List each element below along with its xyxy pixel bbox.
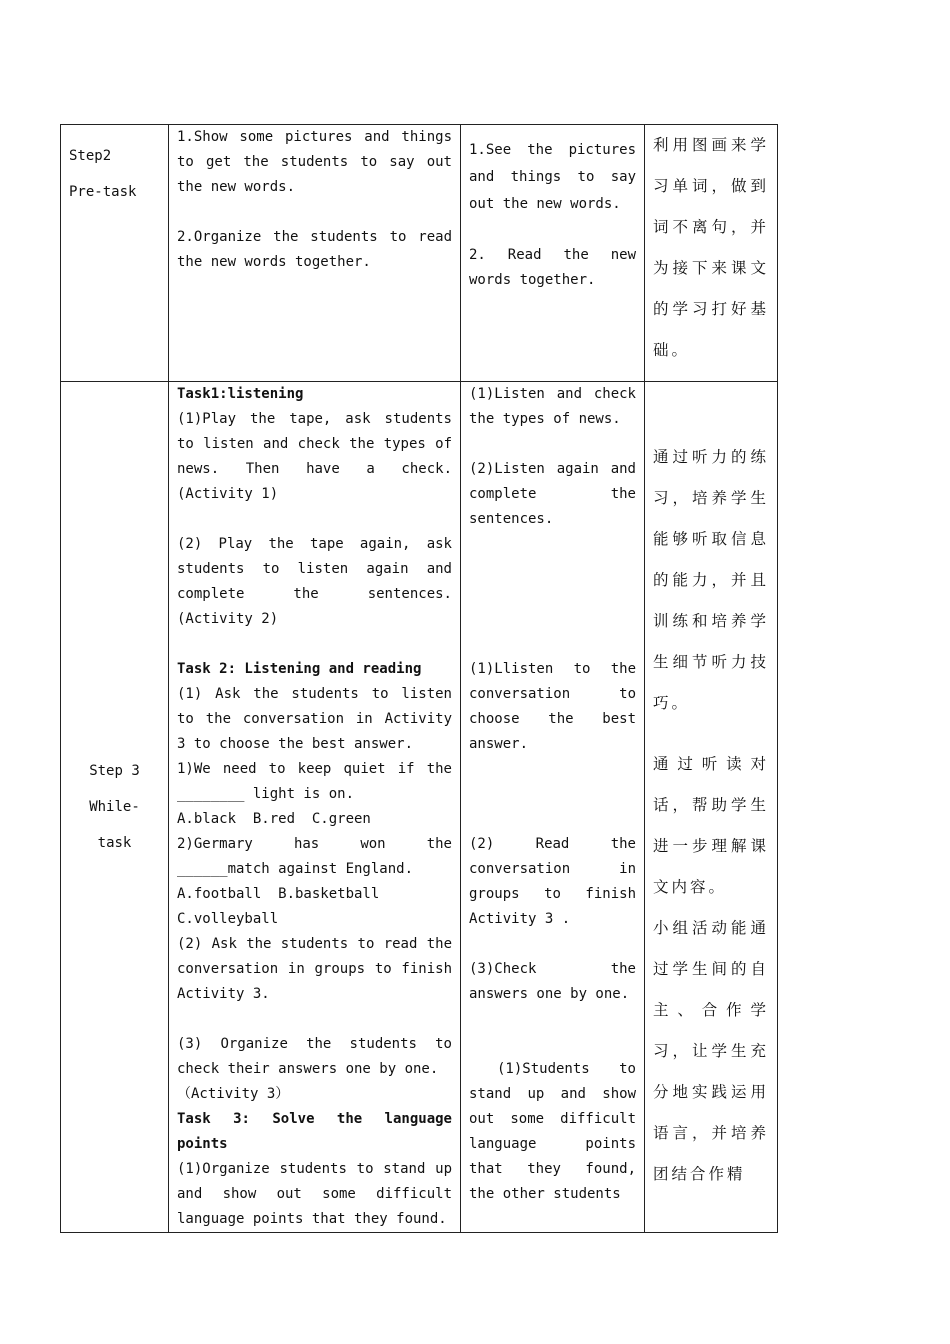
design-purpose-cell [645, 382, 778, 1233]
teacher-activity-text: （Activity 3） [177, 1086, 290, 1102]
teacher-activity-text: (2) Ask the students to read the conversation in groups to finish Activity 3. [177, 936, 452, 1002]
step-stage: While- [89, 799, 140, 815]
design-purpose-cell [645, 125, 778, 382]
design-purpose-text: 通过听读对话，帮助学生进一步理解课文内容。 [653, 755, 769, 896]
student-activity-text: (3)Check the answers one by one. [469, 961, 636, 1002]
step-stage: task [97, 835, 132, 851]
step-cell [61, 382, 169, 1233]
table-row-step2 [61, 125, 778, 382]
teacher-activity-text: (1) Ask the students to listen to the conversation in Activity 3 to choose the best answer. [177, 686, 452, 752]
teacher-activity-text: (3) Organize the students to check their answers one by one. [177, 1036, 452, 1077]
student-activity-text: (2)Listen again and complete the sentences. [469, 461, 636, 527]
student-activity-text: (1)Listen and check the types of news. [469, 386, 636, 427]
student-activity-text: 2. Read the new words together. [469, 247, 636, 288]
lesson-plan-table [60, 124, 778, 1233]
step-stage: Pre-task [69, 184, 137, 200]
student-activity-text: (1)Llisten to the conversation to choose the best answer. [469, 661, 636, 752]
step-cell [61, 125, 169, 382]
teacher-activity-text: (2) Play the tape again, ask students to listen again and complete the sentences. (Activity 2) [177, 536, 452, 627]
teacher-activity-text: 1.Show some pictures and things to get the students to say out the new words. [177, 129, 452, 195]
design-purpose-text: 利用图画来学习单词，做到词不离句，并为接下来课文的学习打好基础。 [653, 136, 769, 359]
table-row-step3 [61, 382, 778, 1233]
student-activity-cell [461, 125, 645, 382]
student-activity-text: (2) Read the conversation in groups to finish Activity 3 . [469, 836, 636, 927]
student-activity-text: (1)Students to stand up and show out some difficult language points that they found, the other students [469, 1061, 636, 1202]
student-activity-cell [461, 382, 645, 1233]
step-number: Step 3 [89, 763, 140, 779]
design-purpose-text: 小组活动能通过学生间的自主、合作学习，让学生充分地实践运用语言，并培养团结合作精 [653, 919, 769, 1183]
question-options: C.volleyball [177, 911, 279, 927]
question-options: A.black B.red C.green [177, 811, 371, 827]
teacher-activity-text: (1)Organize students to stand up and show out some difficult language points that they found. [177, 1161, 452, 1227]
teacher-activity-cell [169, 382, 461, 1233]
question-text: 1)We need to keep quiet if the ________ light is on. [177, 761, 452, 802]
task-title: Task 3: Solve the language points [177, 1111, 452, 1152]
task-title: Task1:listening [177, 386, 304, 402]
question-text: 2)Germary has won the ______match against England. [177, 836, 452, 877]
step-number: Step2 [69, 148, 112, 164]
student-activity-text: 1.See the pictures and things to say out the new words. [469, 142, 636, 212]
teacher-activity-cell [169, 125, 461, 382]
question-options: A.football B.basketball [177, 886, 380, 902]
teacher-activity-text: 2.Organize the students to read the new words together. [177, 229, 452, 270]
teacher-activity-text: (1)Play the tape, ask students to listen and check the types of news. Then have a check. (Activity 1) [177, 411, 452, 502]
design-purpose-text: 通过听力的练习，培养学生能够听取信息的能力，并且训练和培养学生细节听力技巧。 [653, 448, 769, 712]
task-title: Task 2: Listening and reading [177, 661, 422, 677]
